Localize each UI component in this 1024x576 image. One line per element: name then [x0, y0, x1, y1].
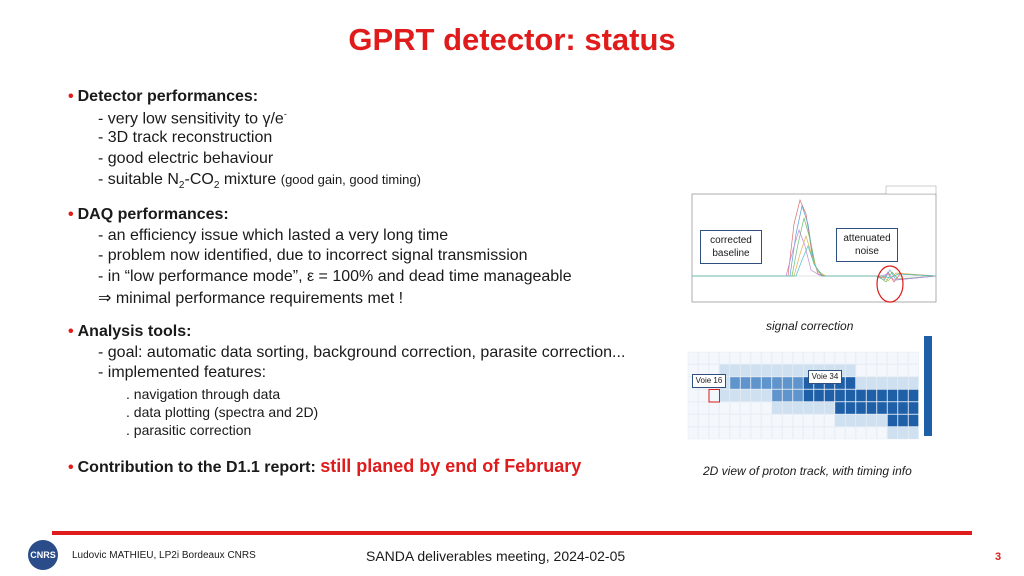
analysis-heading: Analysis tools:	[77, 323, 192, 340]
heatmap-cell	[751, 352, 761, 364]
footer-author: Ludovic MATHIEU, LP2i Bordeaux CNRS	[72, 550, 256, 561]
heatmap-cell	[804, 390, 814, 402]
footer-divider	[52, 531, 972, 535]
heatmap-cell	[688, 427, 698, 439]
heatmap-cell	[898, 402, 908, 414]
heatmap-cell	[846, 390, 856, 402]
heatmap-colorbar	[924, 336, 932, 436]
heatmap-cell	[751, 377, 761, 389]
heatmap-cell	[856, 415, 866, 427]
heatmap-cell	[783, 415, 793, 427]
heatmap-cell	[751, 415, 761, 427]
heatmap-cell	[846, 427, 856, 439]
heatmap-cell	[877, 415, 887, 427]
daq-heading: DAQ performances:	[77, 206, 229, 223]
heatmap-cell	[783, 365, 793, 377]
heatmap-cell	[772, 427, 782, 439]
detector-item-3: - good electric behaviour	[98, 150, 274, 167]
heatmap-cell	[835, 352, 845, 364]
heatmap-cell	[825, 415, 835, 427]
heatmap-cell	[888, 377, 898, 389]
heatmap-cell	[699, 415, 709, 427]
heatmap-cell	[741, 365, 751, 377]
heatmap-cell	[888, 415, 898, 427]
analysis-subitem-2: . data plotting (spectra and 2D)	[126, 404, 319, 420]
daq-item-2: - problem now identified, due to incorrect signal transmission	[98, 247, 528, 264]
bullet-daq	[68, 206, 229, 224]
proton-track-caption: 2D view of proton track, with timing info	[703, 464, 912, 478]
heatmap-cell	[856, 377, 866, 389]
heatmap-cell	[888, 352, 898, 364]
heatmap-cell	[772, 402, 782, 414]
heatmap-cell	[762, 402, 772, 414]
heatmap-cell	[804, 415, 814, 427]
heatmap-cell	[730, 427, 740, 439]
voie-34-tag: Voie 34	[808, 370, 842, 384]
heatmap-cell	[909, 402, 919, 414]
heatmap-cell	[877, 352, 887, 364]
contribution-heading: Contribution to the D1.1 report:	[77, 459, 316, 476]
heatmap-cell	[888, 427, 898, 439]
heatmap-cell	[699, 352, 709, 364]
heatmap-cell	[709, 427, 719, 439]
heatmap-cell	[762, 390, 772, 402]
heatmap-cell	[688, 415, 698, 427]
heatmap-cell	[888, 402, 898, 414]
heatmap-cell	[762, 352, 772, 364]
heatmap-cell	[709, 390, 719, 402]
heatmap-cell	[699, 390, 709, 402]
heatmap-cell	[909, 390, 919, 402]
heatmap-cell	[772, 352, 782, 364]
heatmap-cell	[741, 390, 751, 402]
heatmap-cell	[846, 402, 856, 414]
heatmap-cell	[814, 390, 824, 402]
bullet-detector	[68, 88, 258, 106]
heatmap-cell	[867, 390, 877, 402]
heatmap-cell	[772, 365, 782, 377]
detector-item-1: - very low sensitivity to γ/e-	[98, 109, 287, 128]
heatmap-cell	[751, 427, 761, 439]
daq-item-4: ⇒ minimal performance requirements met !	[98, 290, 404, 307]
bullet-analysis	[68, 323, 191, 341]
heatmap-cell	[772, 390, 782, 402]
heatmap-cell	[898, 427, 908, 439]
analysis-item-2: - implemented features:	[98, 364, 267, 381]
heatmap-cell	[730, 402, 740, 414]
heatmap-cell	[867, 402, 877, 414]
contribution-status: still planed by end of February	[320, 456, 582, 476]
heatmap-cell	[688, 352, 698, 364]
bullet-dot: •	[68, 459, 74, 476]
heatmap-cell	[720, 402, 730, 414]
heatmap-cell	[877, 365, 887, 377]
heatmap-cell	[898, 365, 908, 377]
footer-meeting: SANDA deliverables meeting, 2024-02-05	[366, 548, 626, 564]
heatmap-cell	[762, 415, 772, 427]
heatmap-cell	[867, 427, 877, 439]
heatmap-cell	[720, 352, 730, 364]
signal-correction-figure	[676, 184, 940, 316]
corrected-baseline-callout: corrected baseline	[700, 230, 762, 264]
heatmap-cell	[793, 365, 803, 377]
heatmap-cell	[867, 365, 877, 377]
bullet-dot: •	[68, 88, 74, 105]
heatmap-cell	[898, 352, 908, 364]
heatmap-cell	[856, 352, 866, 364]
heatmap-cell	[804, 352, 814, 364]
analysis-subitem-1: . navigation through data	[126, 386, 281, 402]
bullet-contribution	[68, 456, 581, 477]
daq-item-1: - an efficiency issue which lasted a very long time	[98, 227, 449, 244]
heatmap-cell	[699, 427, 709, 439]
heatmap-cell	[793, 377, 803, 389]
heatmap-cell	[783, 352, 793, 364]
heatmap-cell	[909, 377, 919, 389]
heatmap-cell	[720, 415, 730, 427]
heatmap-cell	[846, 415, 856, 427]
heatmap-cell	[793, 390, 803, 402]
heatmap-cell	[846, 377, 856, 389]
heatmap-cell	[793, 427, 803, 439]
heatmap-cell	[898, 415, 908, 427]
heatmap-cell	[888, 365, 898, 377]
heatmap-cell	[793, 402, 803, 414]
heatmap-cell	[730, 415, 740, 427]
heatmap-cell	[814, 402, 824, 414]
heatmap-cell	[825, 427, 835, 439]
heatmap-cell	[825, 352, 835, 364]
heatmap-cell	[730, 377, 740, 389]
heatmap-cell	[888, 390, 898, 402]
heatmap-cell	[720, 390, 730, 402]
heatmap-cell	[814, 427, 824, 439]
heatmap-cell	[846, 365, 856, 377]
heatmap-cell	[856, 390, 866, 402]
heatmap-cell	[814, 352, 824, 364]
heatmap-cell	[825, 390, 835, 402]
attenuated-noise-callout: attenuated noise	[836, 228, 898, 262]
heatmap-cell	[804, 427, 814, 439]
heatmap-cell	[699, 402, 709, 414]
heatmap-cell	[835, 415, 845, 427]
heatmap-cell	[898, 390, 908, 402]
bullet-dot: •	[68, 323, 74, 340]
heatmap-cell	[730, 390, 740, 402]
heatmap-cell	[688, 402, 698, 414]
analysis-subitem-3: . parasitic correction	[126, 422, 252, 438]
heatmap-cell	[688, 390, 698, 402]
heatmap-cell	[793, 415, 803, 427]
heatmap-cell	[825, 402, 835, 414]
heatmap-cell	[909, 365, 919, 377]
heatmap-cell	[783, 402, 793, 414]
heatmap-cell	[709, 352, 719, 364]
heatmap-cell	[909, 415, 919, 427]
heatmap-cell	[751, 390, 761, 402]
heatmap-cell	[783, 390, 793, 402]
heatmap-cell	[762, 377, 772, 389]
heatmap-cell	[867, 415, 877, 427]
voie-16-tag: Voie 16	[692, 374, 726, 388]
slide-title: GPRT detector: status	[348, 22, 676, 57]
proton-track-figure	[684, 334, 940, 458]
heatmap-cell	[751, 402, 761, 414]
heatmap-cell	[741, 415, 751, 427]
heatmap-cell	[877, 427, 887, 439]
heatmap-cell	[772, 415, 782, 427]
heatmap-cell	[835, 402, 845, 414]
heatmap-cell	[720, 427, 730, 439]
signal-correction-caption: signal correction	[766, 319, 854, 333]
heatmap-cell	[835, 427, 845, 439]
heatmap-cell	[741, 402, 751, 414]
analysis-item-1: - goal: automatic data sorting, background correction, parasite correction...	[98, 344, 626, 361]
detector-item-2: - 3D track reconstruction	[98, 129, 273, 146]
heatmap-cell	[877, 390, 887, 402]
heatmap-cell	[762, 365, 772, 377]
heatmap-cell	[741, 377, 751, 389]
heatmap-cell	[856, 365, 866, 377]
heatmap-cell	[783, 377, 793, 389]
heatmap-cell	[814, 415, 824, 427]
cnrs-logo: CNRS	[28, 540, 58, 570]
heatmap-cell	[846, 352, 856, 364]
heatmap-cell	[909, 352, 919, 364]
heatmap-image	[684, 334, 940, 458]
heatmap-cell	[730, 352, 740, 364]
heatmap-cell	[741, 427, 751, 439]
heatmap-cell	[793, 352, 803, 364]
heatmap-cell	[856, 402, 866, 414]
heatmap-cell	[741, 352, 751, 364]
heatmap-cell	[709, 402, 719, 414]
page-number: 3	[995, 551, 1002, 563]
bullet-dot: •	[68, 206, 74, 223]
heatmap-cell	[867, 352, 877, 364]
heatmap-cell	[877, 377, 887, 389]
daq-item-3: - in “low performance mode”, ε = 100% and dead time manageable	[98, 268, 572, 285]
heatmap-cell	[867, 377, 877, 389]
heatmap-cell	[898, 377, 908, 389]
heatmap-cell	[909, 427, 919, 439]
detector-heading: Detector performances:	[77, 88, 259, 105]
heatmap-cell	[804, 402, 814, 414]
detector-item-4: - suitable $N_2-CO_2$ mixture (good gain, good timing)	[98, 171, 421, 192]
heatmap-cell	[783, 427, 793, 439]
heatmap-cell	[751, 365, 761, 377]
heatmap-cell	[877, 402, 887, 414]
heatmap-cell	[856, 427, 866, 439]
heatmap-cell	[709, 415, 719, 427]
heatmap-cell	[730, 365, 740, 377]
heatmap-cell	[762, 427, 772, 439]
heatmap-cell	[772, 377, 782, 389]
heatmap-cell	[835, 390, 845, 402]
